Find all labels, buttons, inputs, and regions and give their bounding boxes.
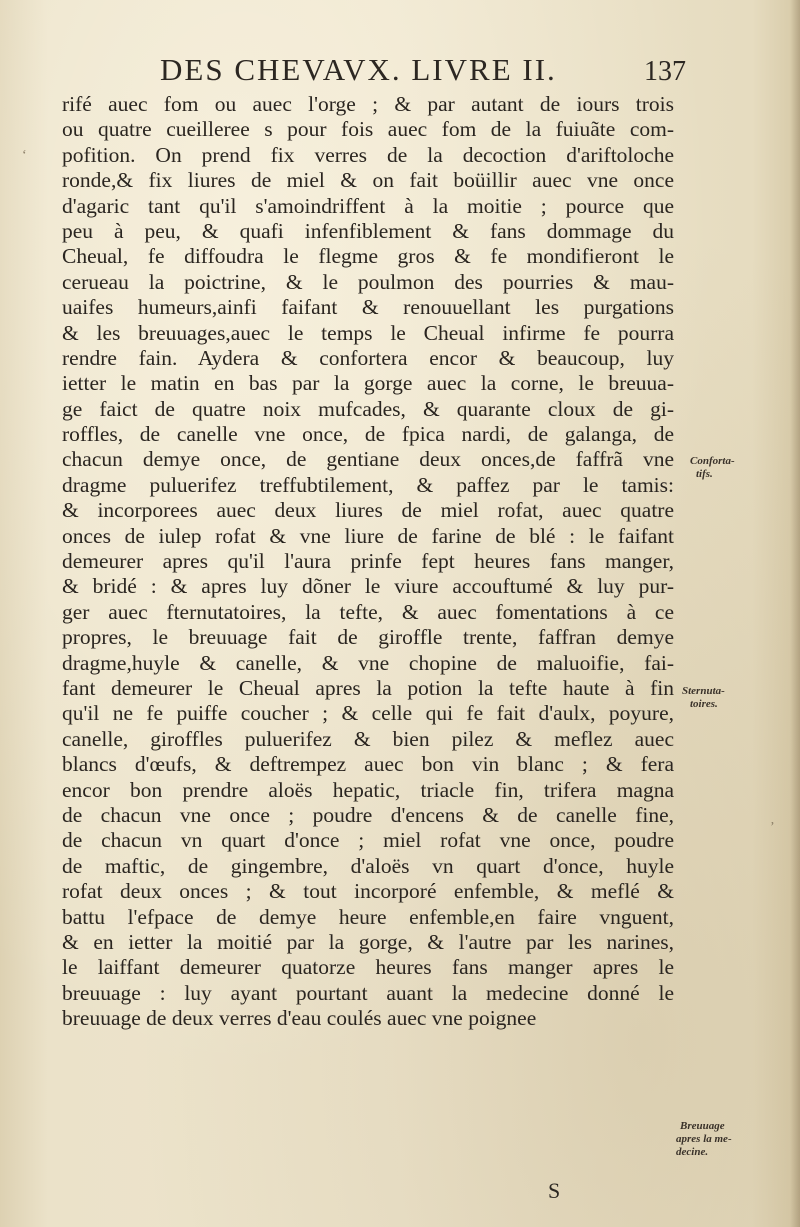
margin-note-line: toires. [690,698,718,710]
text-line: rofat deux onces ; & tout incorporé enfemble, & meflé & [62,879,674,904]
text-line: ronde,& fix liures de miel & on fait boüillir auec vne once [62,168,674,193]
stray-mark: ‘ [22,148,27,163]
text-line: dragme,huyle & canelle, & vne chopine de maluoifie, fai- [62,650,674,675]
text-line: qu'il ne fe puiffe coucher ; & celle qui fe fait d'aulx, poyure, [62,701,674,726]
text-line: & les breuuages,auec le temps le Cheual infirme fe pourra [62,320,674,345]
text-line: de chacun vne once ; poudre d'encens & de canelle fine, [62,802,674,827]
text-line: dragme puluerifez treffubtilement, & paffez par le tamis: [62,472,674,497]
text-line: le laiffant demeurer quatorze heures fans manger apres le [62,955,674,980]
margin-note-breuuage [676,1120,732,1159]
text-line: Cheual, fe diffoudra le flegme gros & fe mondifieront le [62,244,674,269]
text-line: canelle, giroffles puluerifez & bien pilez & meflez auec [62,726,674,751]
text-line: battu l'efpace de demye heure enfemble,en faire vnguent, [62,904,674,929]
page-edge-shadow [790,0,800,1227]
margin-note-line: tifs. [696,468,713,480]
text-line: ietter le matin en bas par la gorge auec la corne, le breuua- [62,371,674,396]
text-line: fant demeurer le Cheual apres la potion la tefte haute à fin [62,675,674,700]
text-line: breuuage de deux verres d'eau coulés auec vne poignee [62,1006,537,1031]
margin-note-line: Conforta- [690,455,735,467]
text-line: cerueau la poictrine, & le poulmon des pourries & mau- [62,269,674,294]
text-line: pofition. On prend fix verres de la decoction d'ariftoloche [62,142,674,167]
text-line: ger auec fternutatoires, la tefte, & auec fomentations à ce [62,599,674,624]
text-line: & bridé : & apres luy dõner le viure accouftumé & luy pur- [62,574,674,599]
stray-mark: ’ [770,820,775,835]
running-title: DES CHEVAVX. LIVRE II. [160,52,557,87]
margin-note-line: Breuuage [680,1120,725,1132]
text-line: propres, le breuuage fait de giroffle trente, faffran demye [62,625,674,650]
text-line: peu à peu, & quafi infenfiblement & fans dommage du [62,218,674,243]
text-line: rendre fain. Aydera & confortera encor & beaucoup, luy [62,345,674,370]
text-line: de maftic, de gingembre, d'aloës vn quart d'once, huyle [62,853,674,878]
text-line: demeurer apres qu'il l'aura prinfe fept heures fans manger, [62,549,674,574]
page-number: 137 [644,56,686,87]
page-header [160,52,700,92]
margin-note-sternutatoires [682,685,725,711]
text-line: ou quatre cueilleree s pour fois auec fom de la fuiuãte com- [62,117,674,142]
text-line: & en ietter la moitié par la gorge, & l'autre par les narines, [62,929,674,954]
text-line: onces de iulep rofat & vne liure de farine de blé : le faifant [62,523,674,548]
text-line: encor bon prendre aloës hepatic, triacle fin, trifera magna [62,777,674,802]
margin-note-line: apres la me- [676,1133,732,1145]
text-line: de chacun vn quart d'once ; miel rofat vne once, poudre [62,828,674,853]
text-line: breuuage : luy ayant pourtant auant la medecine donné le [62,980,674,1005]
body-text [62,92,674,1031]
margin-note-confortatifs [690,455,735,481]
text-line: rifé auec fom ou auec l'orge ; & par autant de iours trois [62,92,674,116]
text-line: ge faict de quatre noix mufcades, & quarante cloux de gi- [62,396,674,421]
text-line: uaifes humeurs,ainfi faifant & renouuellant les purgations [62,295,674,320]
text-line: d'agaric tant qu'il s'amoindriffent à la moitie ; pource que [62,193,674,218]
margin-note-line: Sternuta- [682,685,725,697]
text-line: blancs d'œufs, & deftrempez auec bon vin blanc ; & fera [62,752,674,777]
text-line: & incorporees auec deux liures de miel rofat, auec quatre [62,498,674,523]
margin-note-line: decine. [676,1146,709,1158]
signature-mark: S [548,1178,561,1203]
text-line: chacun demye once, de gentiane deux onces,de faffrã vne [62,447,674,472]
text-line: roffles, de canelle vne once, de fpica nardi, de galanga, de [62,422,674,447]
